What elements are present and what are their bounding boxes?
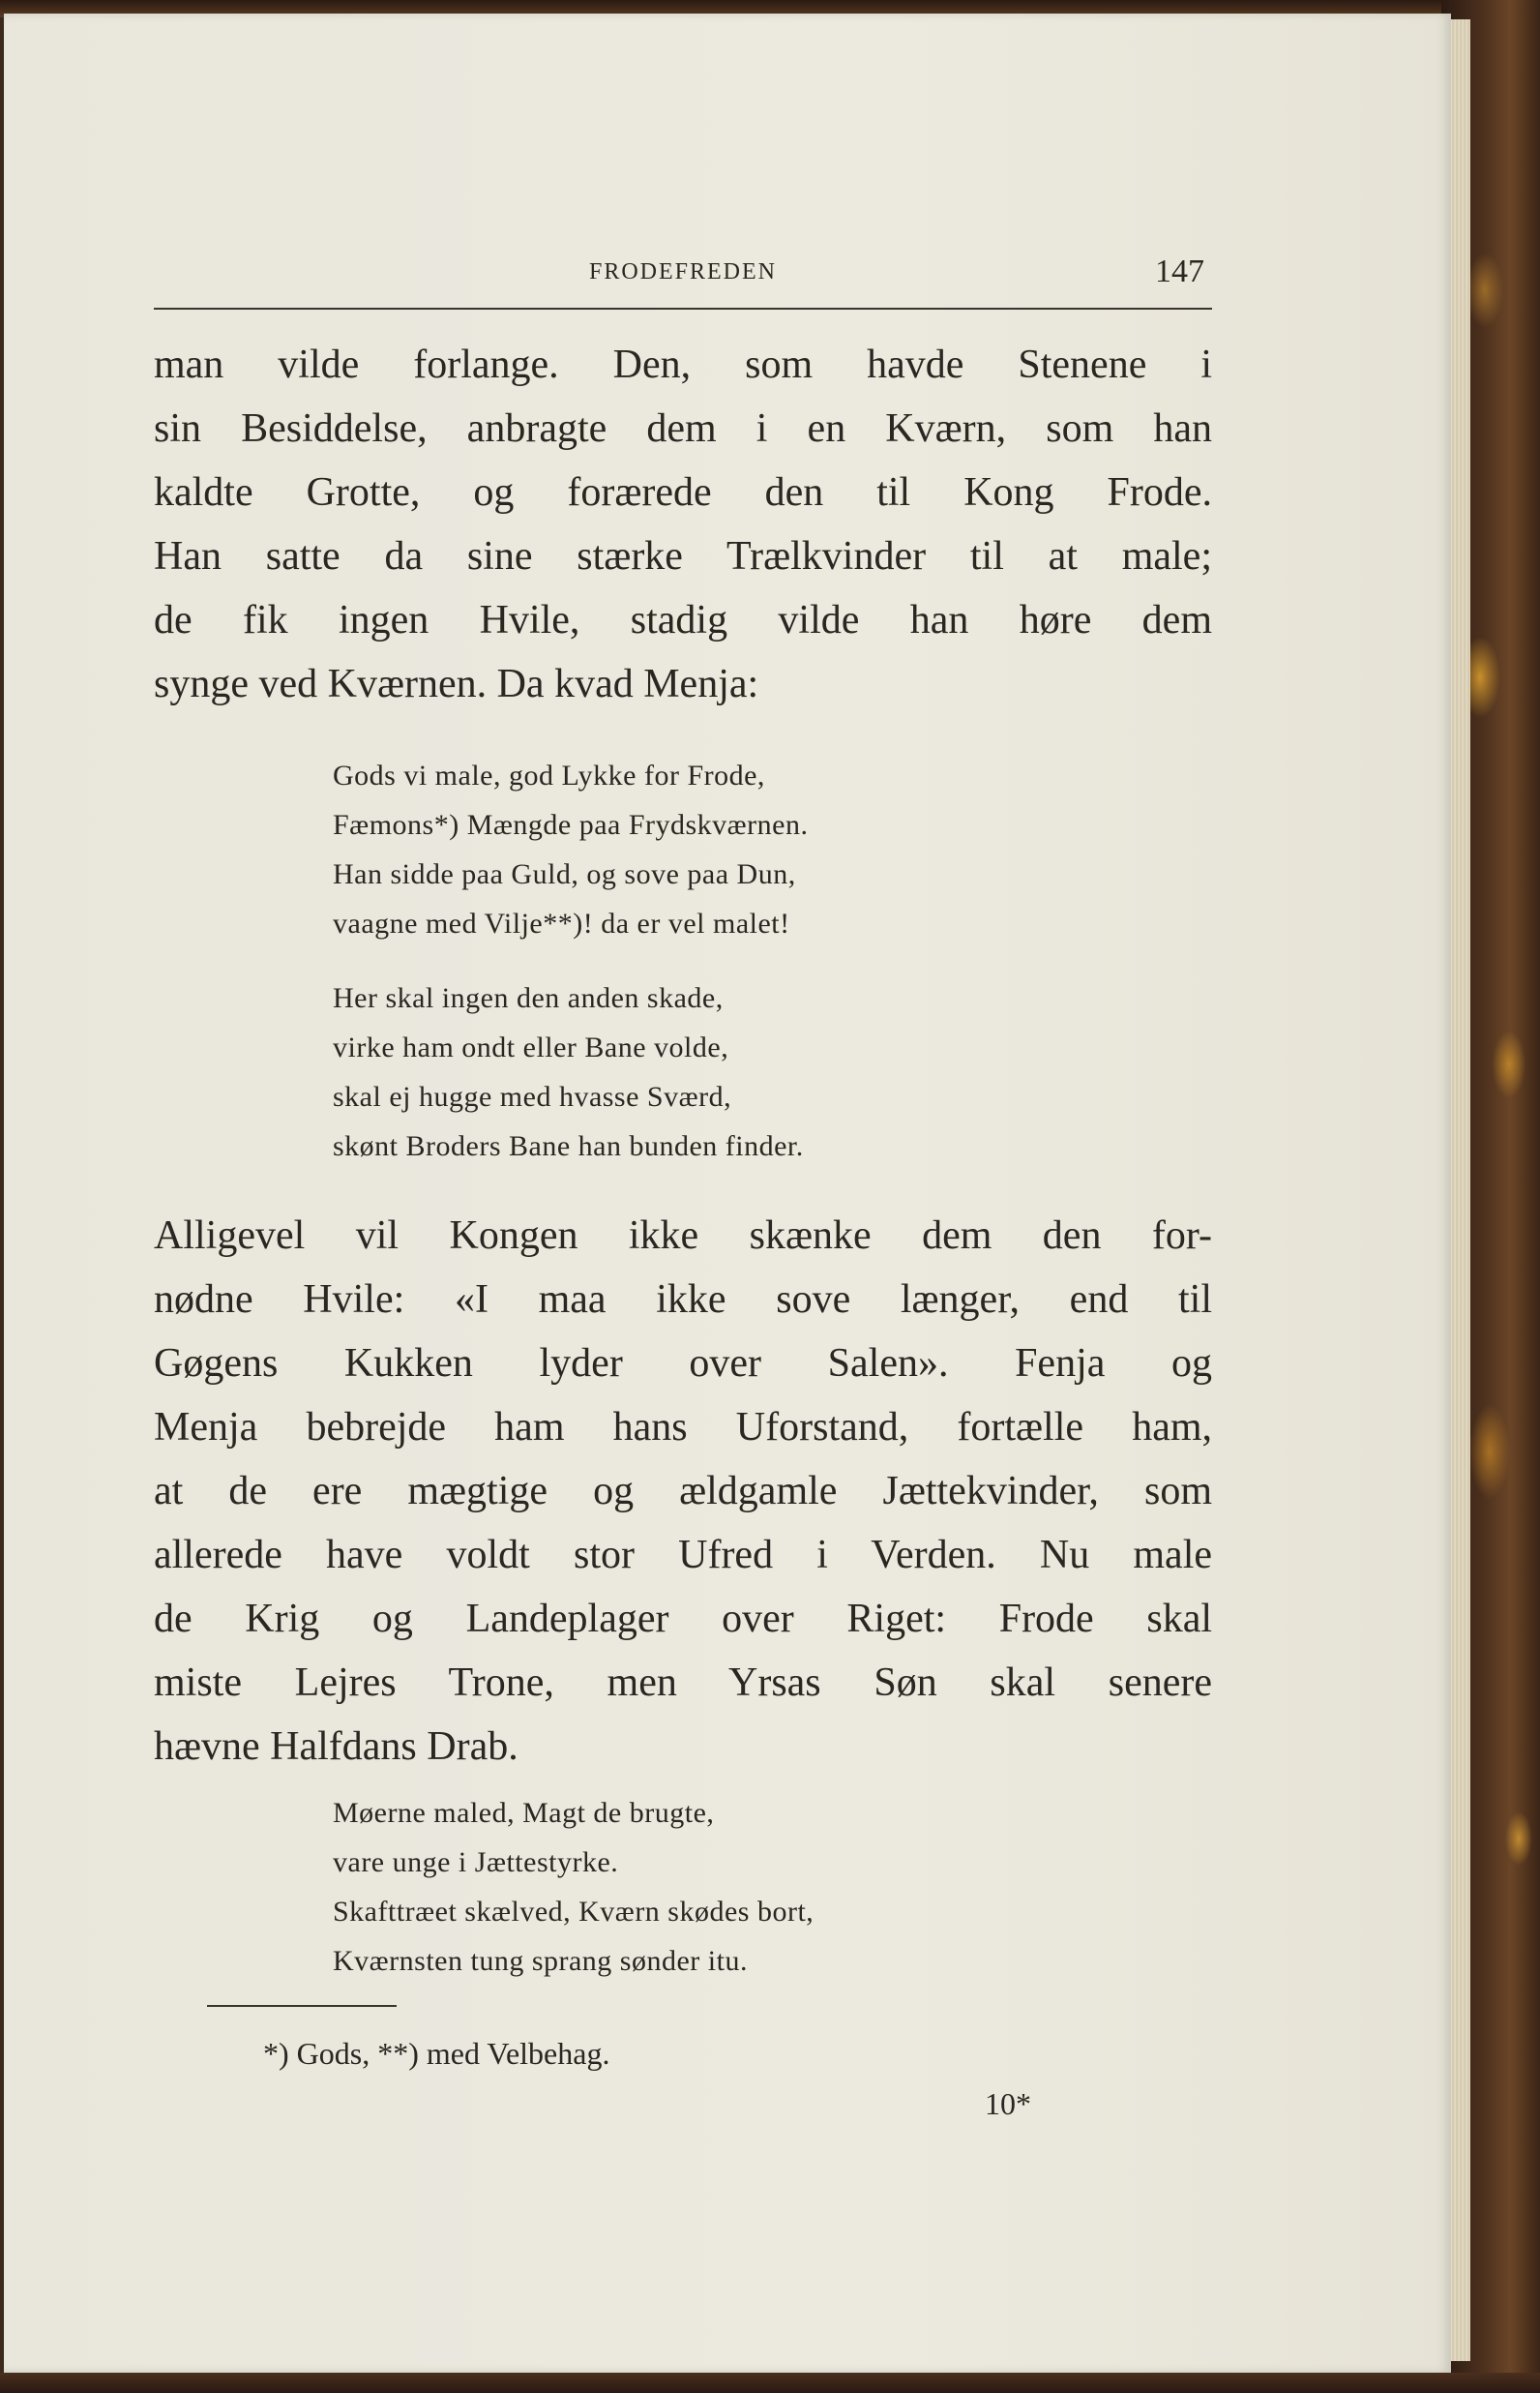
- verse-line: Skafttræet skælved, Kværn skødes bort,: [333, 1896, 814, 1928]
- verse-line: Han sidde paa Guld, og sove paa Dun,: [333, 858, 796, 890]
- text-line: Alligevel vil Kongen ikke skænke dem den for-: [154, 1213, 1212, 1258]
- text-line: de Krig og Landeplager over Riget: Frode skal: [154, 1597, 1212, 1641]
- verse-line: Gods vi male, god Lykke for Frode,: [333, 760, 765, 792]
- verse-line: Fæmons*) Mængde paa Frydskværnen.: [333, 809, 809, 841]
- text-line: hævne Halfdans Drab.: [154, 1724, 518, 1769]
- verse-line: skønt Broders Bane han bunden finder.: [333, 1130, 804, 1162]
- verse-line: Her skal ingen den anden skade,: [333, 982, 724, 1014]
- signature-mark: 10*: [985, 2086, 1031, 2121]
- book-page: [4, 14, 1451, 2373]
- text-line: nødne Hvile: «I maa ikke sove længer, end til: [154, 1277, 1212, 1322]
- text-line: kaldte Grotte, og forærede den til Kong Frode.: [154, 470, 1212, 515]
- verse-line: skal ej hugge med hvasse Sværd,: [333, 1081, 732, 1113]
- book-bottom-edge: [0, 2373, 1540, 2393]
- verse-line: Kværnsten tung sprang sønder itu.: [333, 1945, 748, 1977]
- paragraph-1: [154, 333, 1212, 716]
- text-line: sin Besiddelse, anbragte dem i en Kværn, som han: [154, 406, 1212, 451]
- verse-block-1: [333, 751, 1068, 1171]
- text-line: Menja bebrejde ham hans Uforstand, fortælle ham,: [154, 1405, 1212, 1450]
- text-line: synge ved Kværnen. Da kvad Menja:: [154, 662, 759, 706]
- text-line: man vilde forlange. Den, som havde Stenene i: [154, 343, 1212, 387]
- running-head: FRODEFREDEN: [588, 259, 778, 284]
- verse-line: vare unge i Jættestyrke.: [333, 1846, 619, 1878]
- footnote: *) Gods, **) med Velbehag.: [263, 2036, 610, 2071]
- text-line: allerede have voldt stor Ufred i Verden. Nu male: [154, 1533, 1212, 1577]
- verse-line: Møerne maled, Magt de brugte,: [333, 1797, 715, 1829]
- text-line: Han satte da sine stærke Trælkvinder til at male;: [154, 534, 1212, 579]
- header-rule: [154, 308, 1212, 310]
- stanza-gap: [333, 948, 1068, 973]
- paragraph-2: [154, 1204, 1212, 1779]
- text-line: de fik ingen Hvile, stadig vilde han høre dem: [154, 598, 1212, 643]
- footnote-rule: [207, 2005, 397, 2007]
- verse-line: vaagne med Vilje**)! da er vel malet!: [333, 908, 790, 940]
- verse-line: virke ham ondt eller Bane volde,: [333, 1032, 729, 1063]
- verse-block-2: [333, 1788, 1068, 1986]
- text-line: at de ere mægtige og ældgamle Jættekvinder, som: [154, 1469, 1212, 1513]
- text-line: miste Lejres Trone, men Yrsas Søn skal senere: [154, 1660, 1212, 1705]
- page-number: 147: [1155, 254, 1204, 289]
- text-line: Gøgens Kukken lyder over Salen». Fenja og: [154, 1341, 1212, 1386]
